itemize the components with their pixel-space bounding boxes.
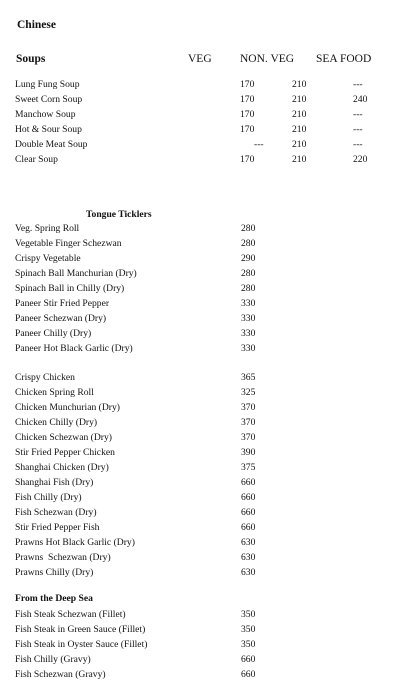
seafood-price: ---	[353, 109, 363, 120]
item-price: 330	[241, 328, 256, 339]
seafood-price: 220	[353, 154, 368, 165]
item-name: Spinach Ball in Chilly (Dry)	[15, 283, 125, 294]
veg-price: 170	[240, 109, 255, 120]
seafood-price: 240	[353, 94, 368, 105]
seafood-price: ---	[353, 139, 363, 150]
nonveg-price: 210	[292, 139, 307, 150]
item-name: Crispy Vegetable	[15, 253, 81, 264]
item-price: 350	[241, 624, 256, 635]
list-item	[0, 492, 400, 507]
seafood-column-header: SEA FOOD	[316, 53, 372, 65]
list-item	[0, 462, 400, 477]
list-item	[0, 268, 400, 283]
item-price: 280	[241, 283, 256, 294]
item-price: 330	[241, 313, 256, 324]
veg-price: 170	[240, 94, 255, 105]
nonveg-price: 210	[292, 109, 307, 120]
list-item	[0, 609, 400, 624]
item-price: 370	[241, 417, 256, 428]
item-name: Spinach Ball Manchurian (Dry)	[15, 268, 137, 279]
list-item	[0, 343, 400, 358]
soup-row	[0, 139, 400, 154]
list-item	[0, 238, 400, 253]
list-item	[0, 537, 400, 552]
seafood-price: ---	[353, 124, 363, 135]
item-name: Double Meat Soup	[15, 139, 88, 150]
list-item	[0, 313, 400, 328]
soup-row	[0, 109, 400, 124]
list-item	[0, 522, 400, 537]
list-item	[0, 402, 400, 417]
item-price: 280	[241, 238, 256, 249]
veg-price: 170	[240, 124, 255, 135]
item-name: Fish Steak in Oyster Sauce (Fillet)	[15, 639, 148, 650]
list-item	[0, 372, 400, 387]
list-item	[0, 552, 400, 567]
nonveg-price: 210	[292, 79, 307, 90]
item-name: Prawns Schezwan (Dry)	[15, 552, 111, 563]
list-item	[0, 477, 400, 492]
item-price: 370	[241, 402, 256, 413]
item-name: Veg. Spring Roll	[15, 223, 80, 234]
item-name: Fish Schezwan (Gravy)	[15, 669, 106, 680]
nonveg-price: 210	[292, 124, 307, 135]
item-price: 350	[241, 609, 256, 620]
item-price: 375	[241, 462, 256, 473]
item-name: Lung Fung Soup	[15, 79, 80, 90]
soup-row	[0, 124, 400, 139]
menu-title: Chinese	[17, 19, 56, 31]
nonveg-price: 210	[292, 94, 307, 105]
item-name: Sweet Corn Soup	[15, 94, 83, 105]
item-price: 660	[241, 654, 256, 665]
deep-sea-heading: From the Deep Sea	[15, 593, 93, 604]
item-name: Chicken Schezwan (Dry)	[15, 432, 112, 443]
item-price: 660	[241, 522, 256, 533]
list-item	[0, 417, 400, 432]
item-name: Chicken Spring Roll	[15, 387, 94, 398]
item-price: 630	[241, 567, 256, 578]
item-name: Fish Chilly (Dry)	[15, 492, 82, 503]
item-name: Prawns Hot Black Garlic (Dry)	[15, 537, 135, 548]
item-name: Vegetable Finger Schezwan	[15, 238, 122, 249]
nonveg-price: 210	[292, 154, 307, 165]
item-price: 660	[241, 492, 256, 503]
item-name: Stir Fried Pepper Chicken	[15, 447, 115, 458]
item-name: Hot & Sour Soup	[15, 124, 82, 135]
list-item	[0, 654, 400, 669]
list-item	[0, 253, 400, 268]
item-name: Manchow Soup	[15, 109, 76, 120]
tongue-ticklers-heading: Tongue Ticklers	[86, 209, 152, 220]
item-name: Fish Schezwan (Dry)	[15, 507, 97, 518]
item-name: Paneer Schezwan (Dry)	[15, 313, 107, 324]
item-name: Crispy Chicken	[15, 372, 75, 383]
item-name: Shanghai Chicken (Dry)	[15, 462, 109, 473]
veg-column-header: VEG	[188, 53, 212, 65]
item-name: Fish Steak in Green Sauce (Fillet)	[15, 624, 146, 635]
item-name: Stir Fried Pepper Fish	[15, 522, 100, 533]
item-price: 350	[241, 639, 256, 650]
item-name: Paneer Hot Black Garlic (Dry)	[15, 343, 133, 354]
list-item	[0, 639, 400, 654]
item-price: 330	[241, 298, 256, 309]
seafood-price: ---	[353, 79, 363, 90]
item-name: Chicken Munchurian (Dry)	[15, 402, 120, 413]
item-price: 660	[241, 477, 256, 488]
item-name: Clear Soup	[15, 154, 58, 165]
soup-row	[0, 154, 400, 169]
item-name: Paneer Stir Fried Pepper	[15, 298, 110, 309]
list-item	[0, 387, 400, 402]
list-item	[0, 283, 400, 298]
item-price: 370	[241, 432, 256, 443]
list-item	[0, 567, 400, 582]
list-item	[0, 298, 400, 313]
list-item	[0, 507, 400, 522]
list-item	[0, 669, 400, 684]
item-price: 660	[241, 669, 256, 680]
item-price: 290	[241, 253, 256, 264]
item-price: 280	[241, 268, 256, 279]
item-price: 325	[241, 387, 256, 398]
list-item	[0, 432, 400, 447]
list-item	[0, 328, 400, 343]
list-item	[0, 223, 400, 238]
list-item	[0, 447, 400, 462]
veg-price: 170	[240, 79, 255, 90]
item-name: Chicken Chilly (Dry)	[15, 417, 98, 428]
veg-price: ---	[254, 139, 264, 150]
item-price: 630	[241, 537, 256, 548]
item-name: Paneer Chilly (Dry)	[15, 328, 92, 339]
item-price: 330	[241, 343, 256, 354]
item-price: 390	[241, 447, 256, 458]
veg-price: 170	[240, 154, 255, 165]
list-item	[0, 624, 400, 639]
item-name: Prawns Chilly (Dry)	[15, 567, 94, 578]
soup-row	[0, 79, 400, 94]
item-price: 365	[241, 372, 256, 383]
item-price: 630	[241, 552, 256, 563]
soups-heading: Soups	[16, 53, 46, 65]
item-name: Fish Chilly (Gravy)	[15, 654, 91, 665]
item-name: Shanghai Fish (Dry)	[15, 477, 94, 488]
nonveg-column-header: NON. VEG	[240, 53, 295, 65]
soup-row	[0, 94, 400, 109]
item-name: Fish Steak Schezwan (Fillet)	[15, 609, 126, 620]
item-price: 660	[241, 507, 256, 518]
item-price: 280	[241, 223, 256, 234]
